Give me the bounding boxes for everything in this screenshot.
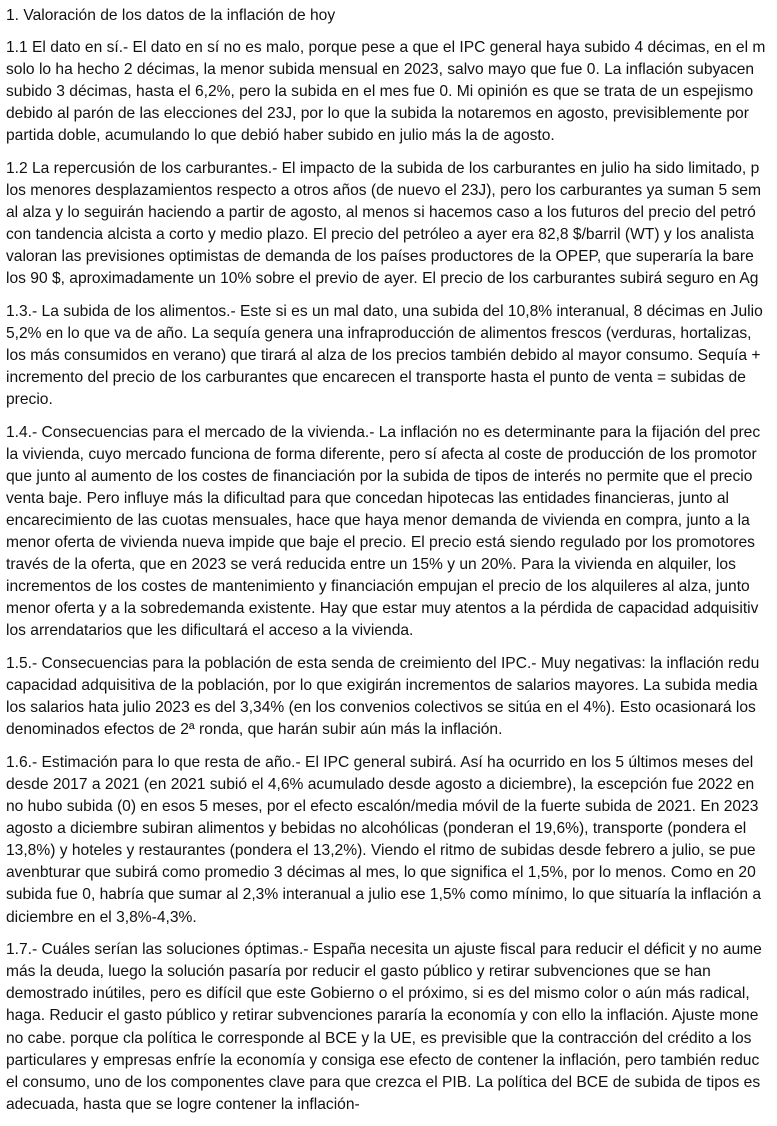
paragraph-line: adecuada, hasta que se logre contener la inflación- [6,1095,360,1113]
paragraph [6,752,777,929]
paragraph-line: incrementos de los costes de mantenimiento y financiación empujan el precio de los alquileres al alza, junto [6,578,750,596]
paragraph-line: subida fue 0, habría que sumar al 2,3% interanual a julio ese 1,5% como mínimo, lo que situaría la inflación a [6,886,762,904]
paragraph-line: incremento del precio de los carburantes que encarecen el transporte hasta el punto de venta = subidas de [6,368,746,386]
paragraph-line: 1.6.- Estimación para lo que resta de año.- El IPC general subirá. Así ha ocurrido en los 5 últimos meses del [6,753,754,771]
paragraph-line: desde 2017 a 2021 (en 2021 subió el 4,6% acumulado desde agosto a diciembre), la escepción fue 2022 en [6,776,755,793]
paragraph-line: haga. Reducir el gasto público y retirar subvenciones pararía la economía y con ello la inflación. Ajuste mone [6,1007,759,1025]
paragraph [6,422,777,643]
paragraph [6,158,777,291]
paragraph-line: partida doble, acumulando lo que debió haber subido en julio más la de agosto. [6,126,555,144]
paragraph-line: 1.5.- Consecuencias para la población de esta senda de creimiento del IPC.- Muy negativas: la inflación redu [6,655,760,673]
paragraph-line: que junto al aumento de los costes de financiación por la subida de tipos de interés no permite que el precio [6,467,753,485]
paragraph-line: denominados efectos de 2ª ronda, que harán subir aún más la inflación. [6,721,503,739]
paragraph-line: diciembre en el 3,8%-4,3%. [6,908,197,926]
paragraph-line: menor oferta y a la sobredemanda existente. Hay que estar muy atentos a la pérdida de capacidad adquisitiv [6,600,759,618]
paragraph-line: venta baje. Pero influye más la dificultad para que concedan hipotecas las entidades financieras, junto al [6,489,729,507]
paragraph-line: 5,2% en lo que va de año. La sequía genera una infraproducción de alimentos frescos (verduras, hortalizas, [6,324,752,342]
paragraph-line: más la deuda, luego la solución pasaría por reducir el gasto público y retirar subvenciones que se han [6,963,711,981]
paragraph-line: 1.4.- Consecuencias para el mercado de la vivienda.- La inflación no es determinante para la fijación del prec [6,423,761,441]
paragraph-line: con tandencia alcista a corto y medio plazo. El precio del petróleo a ayer era 82,8 $/barril (WT) y los analista [6,225,755,243]
paragraph-line: los menores desplazamientos respecto a otros años (de nuevo el 23J), pero los carburantes ya suman 5 sem [6,181,761,199]
paragraph-line: debido al parón de las elecciones del 23J, por lo que la subida la notaremos en agosto, previsiblemente por [6,104,749,122]
paragraph-line: los 90 $, aproximadamente un 10% sobre el previo de ayer. El precio de los carburantes subirá seguro en Ag [6,270,759,288]
paragraph-line: no hubo subida (0) en esos 5 meses, por el efecto escalón/media móvil de la fuerte subida de 2021. En 2023 [6,798,759,816]
paragraph-line: capacidad adquisitiva de la población, por lo que exigirán incrementos de salarios mayores. La subida media [6,677,758,695]
paragraph-line: encarecimiento de las cuotas mensuales, hace que haya menor demanda de vivienda en compra, junto a la [6,511,750,529]
paragraph-line: 1.1 El dato en sí.- El dato en sí no es malo, porque pese a que el IPC general haya subido 4 décimas, en el m [6,38,766,56]
document-title: 1. Valoración de los datos de la inflación de hoy [6,7,336,24]
paragraph-line: 1.7.- Cuáles serían las soluciones óptimas.- España necesita un ajuste fiscal para reducir el déficit y no aume [6,941,762,959]
paragraph [6,653,777,741]
paragraph [6,939,777,1116]
paragraph-line: precio. [6,391,53,408]
paragraph-line: solo lo ha hecho 2 décimas, la menor subida mensual en 2023, salvo mayo que fue 0. La inflación subyacen [6,60,755,78]
paragraph-line: los arrendatarios que les dificultará el acceso a la vivienda. [6,622,414,640]
paragraph-line: través de la oferta, que en 2023 se verá reducida entre un 15% y un 20%. Para la vivienda en alquiler, los [6,556,736,574]
paragraph-list [6,37,777,1116]
paragraph [6,301,777,411]
paragraph-line: la vivienda, cuyo mercado funciona de forma diferente, pero sí afecta al coste de producción de los promotor [6,445,757,463]
paragraph-line: demostrado inútiles, pero es difícil que este Gobierno o el próximo, si es del mismo color o aún más radical, [6,985,750,1003]
paragraph-line: los salarios hata julio 2023 es del 3,34% (en los convenios colectivos se sitúa en el 4%). Esto ocasionará los [6,699,756,717]
paragraph-line: no cabe. porque cla política le corresponde al BCE y la UE, es previsible que la contracción del crédito a los [6,1029,752,1047]
paragraph-line: valoran las previsiones optimistas de demanda de los países productores de la OPEP, que superaría la bare [6,247,754,265]
paragraph-line: avenbturar que subirá como promedio 3 décimas al mes, lo que significa el 1,5%, por lo menos. Como en 20 [6,864,756,882]
paragraph-line: 1.3.- La subida de los alimentos.- Este si es un mal dato, una subida del 10,8% interanual, 8 décimas en Julio [6,302,763,320]
paragraph-line: subido 3 décimas, hasta el 6,2%, pero la subida en el mes fue 0. Mi opinión es que se trata de un espejismo [6,82,754,100]
paragraph-line: agosto a diciembre subiran alimentos y bebidas no alcohólicas (ponderan el 19,6%), transporte (pondera el [6,820,747,838]
paragraph-line: el consumo, uno de los componentes clave para que crezca el PIB. La política del BCE de subida de tipos es [6,1073,761,1091]
paragraph-line: al alza y lo seguirán haciendo a partir de agosto, al menos si hacemos caso a los futuros del precio del petró [6,203,756,221]
paragraph-line: los más consumidos en verano) que tirará al alza de los precios también debido al mayor consumo. Sequía + [6,346,761,364]
paragraph-line: particulares y empresas enfríe la economía y consiga ese efecto de contener la inflación, pero también reduc [6,1051,760,1069]
document-body [6,5,777,1126]
paragraph-line: 13,8%) y hoteles y restaurantes (pondera el 13,2%). Viendo el ritmo de subidas desde febrero a julio, se pue [6,842,756,860]
paragraph [6,37,777,147]
paragraph-line: menor oferta de vivienda nueva impide que baje el precio. El precio está siendo regulado por los promotores [6,534,755,552]
paragraph-line: 1.2 La repercusión de los carburantes.- El impacto de la subida de los carburantes en julio ha sido limitado, p [6,159,760,177]
